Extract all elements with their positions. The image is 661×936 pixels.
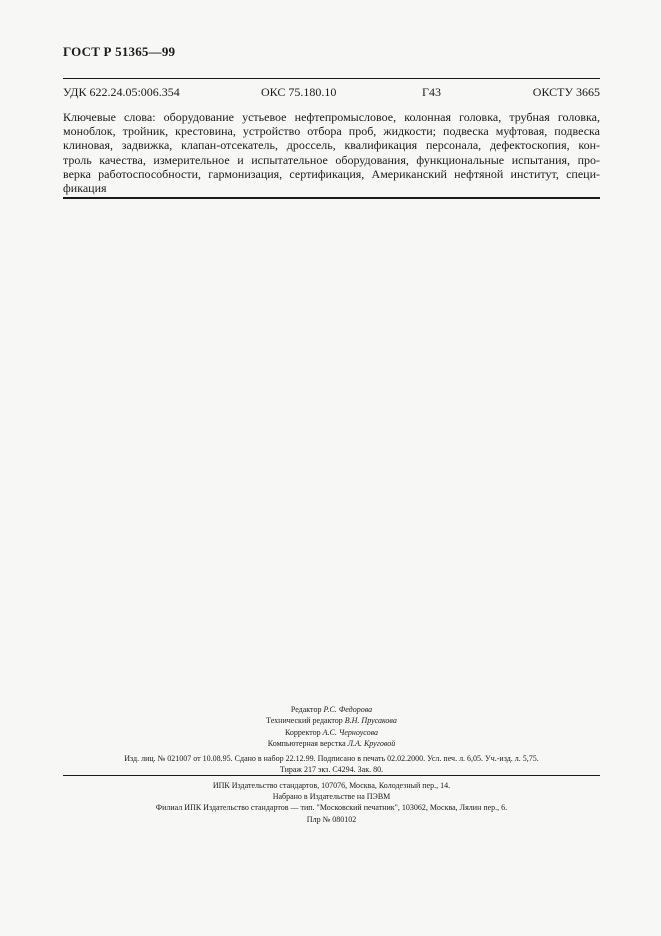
publish-info-line: Изд. лиц. № 021007 от 10.08.95. Сдано в набор 22.12.99. Подписано в печать 02.02.2000. Усл. печ. л. 6,05. Уч.-изд. л. 5,75. xyxy=(124,754,539,763)
credits-block xyxy=(63,704,600,749)
okstu-code: ОКСТУ 3665 xyxy=(532,85,600,99)
credit-editor xyxy=(63,704,600,715)
keywords-line: клиновая, задвижка, клапан-отсекатель, дроссель, квалификация персонала, дефектоскопия, кон- xyxy=(63,138,600,153)
credit-label: Редактор xyxy=(290,705,322,714)
oks-code: ОКС 75.180.10 xyxy=(261,85,337,99)
credit-name: Р.С. Федорова xyxy=(323,705,373,714)
imprint-rule xyxy=(63,775,600,776)
credit-label: Компьютерная верстка xyxy=(267,738,346,748)
keywords-line: фикация xyxy=(63,181,107,196)
credit-tech-editor xyxy=(63,715,600,726)
top-rule xyxy=(63,78,600,79)
publish-info xyxy=(63,753,600,775)
keywords-line: Ключевые слова: оборудование устьевое нефтепромысловое, колонная головка, трубная головка, xyxy=(63,110,600,124)
credit-name: А.С. Черноусова xyxy=(322,727,379,737)
credit-corrector xyxy=(63,727,600,738)
classification-codes xyxy=(63,85,600,101)
keywords-rule xyxy=(63,197,600,199)
imprint-line: ИПК Издательство стандартов, 107076, Москва, Колодезный пер., 14. xyxy=(212,781,451,790)
imprint-line: Плр № 080102 xyxy=(306,814,357,824)
credit-layout xyxy=(63,738,600,749)
publish-info-line: Тираж 217 экз. С4294. Зак. 80. xyxy=(279,765,384,774)
keywords-line: моноблок, тройник, крестовина, устройство отбора проб, жидкости; подвеска муфтовая, подвеска xyxy=(63,124,600,139)
keywords-line: верка работоспособности, гармонизация, сертификация, Американский нефтяной институт, специ- xyxy=(63,166,600,181)
keywords-line: троль качества, измерительное и испытательное оборудования, функциональные испытания, про- xyxy=(63,152,600,167)
keywords-paragraph xyxy=(63,110,600,195)
imprint-line: Филиал ИПК Издательство стандартов — тип. "Московский печатник", 103062, Москва, Лялин пер., 6. xyxy=(155,803,508,813)
udk-code: УДК 622.24.05:006.354 xyxy=(63,85,180,99)
imprint-block xyxy=(63,780,600,825)
credit-label: Технический редактор xyxy=(266,716,343,726)
credit-name: Л.А. Круговой xyxy=(347,738,396,748)
group-code: Г43 xyxy=(422,85,441,99)
credit-name: В.Н. Прусакова xyxy=(344,716,397,726)
imprint-line: Набрано в Издательстве на ПЭВМ xyxy=(272,792,391,802)
page-header: ГОСТ Р 51365—99 xyxy=(63,44,176,59)
credit-label: Корректор xyxy=(284,727,321,737)
